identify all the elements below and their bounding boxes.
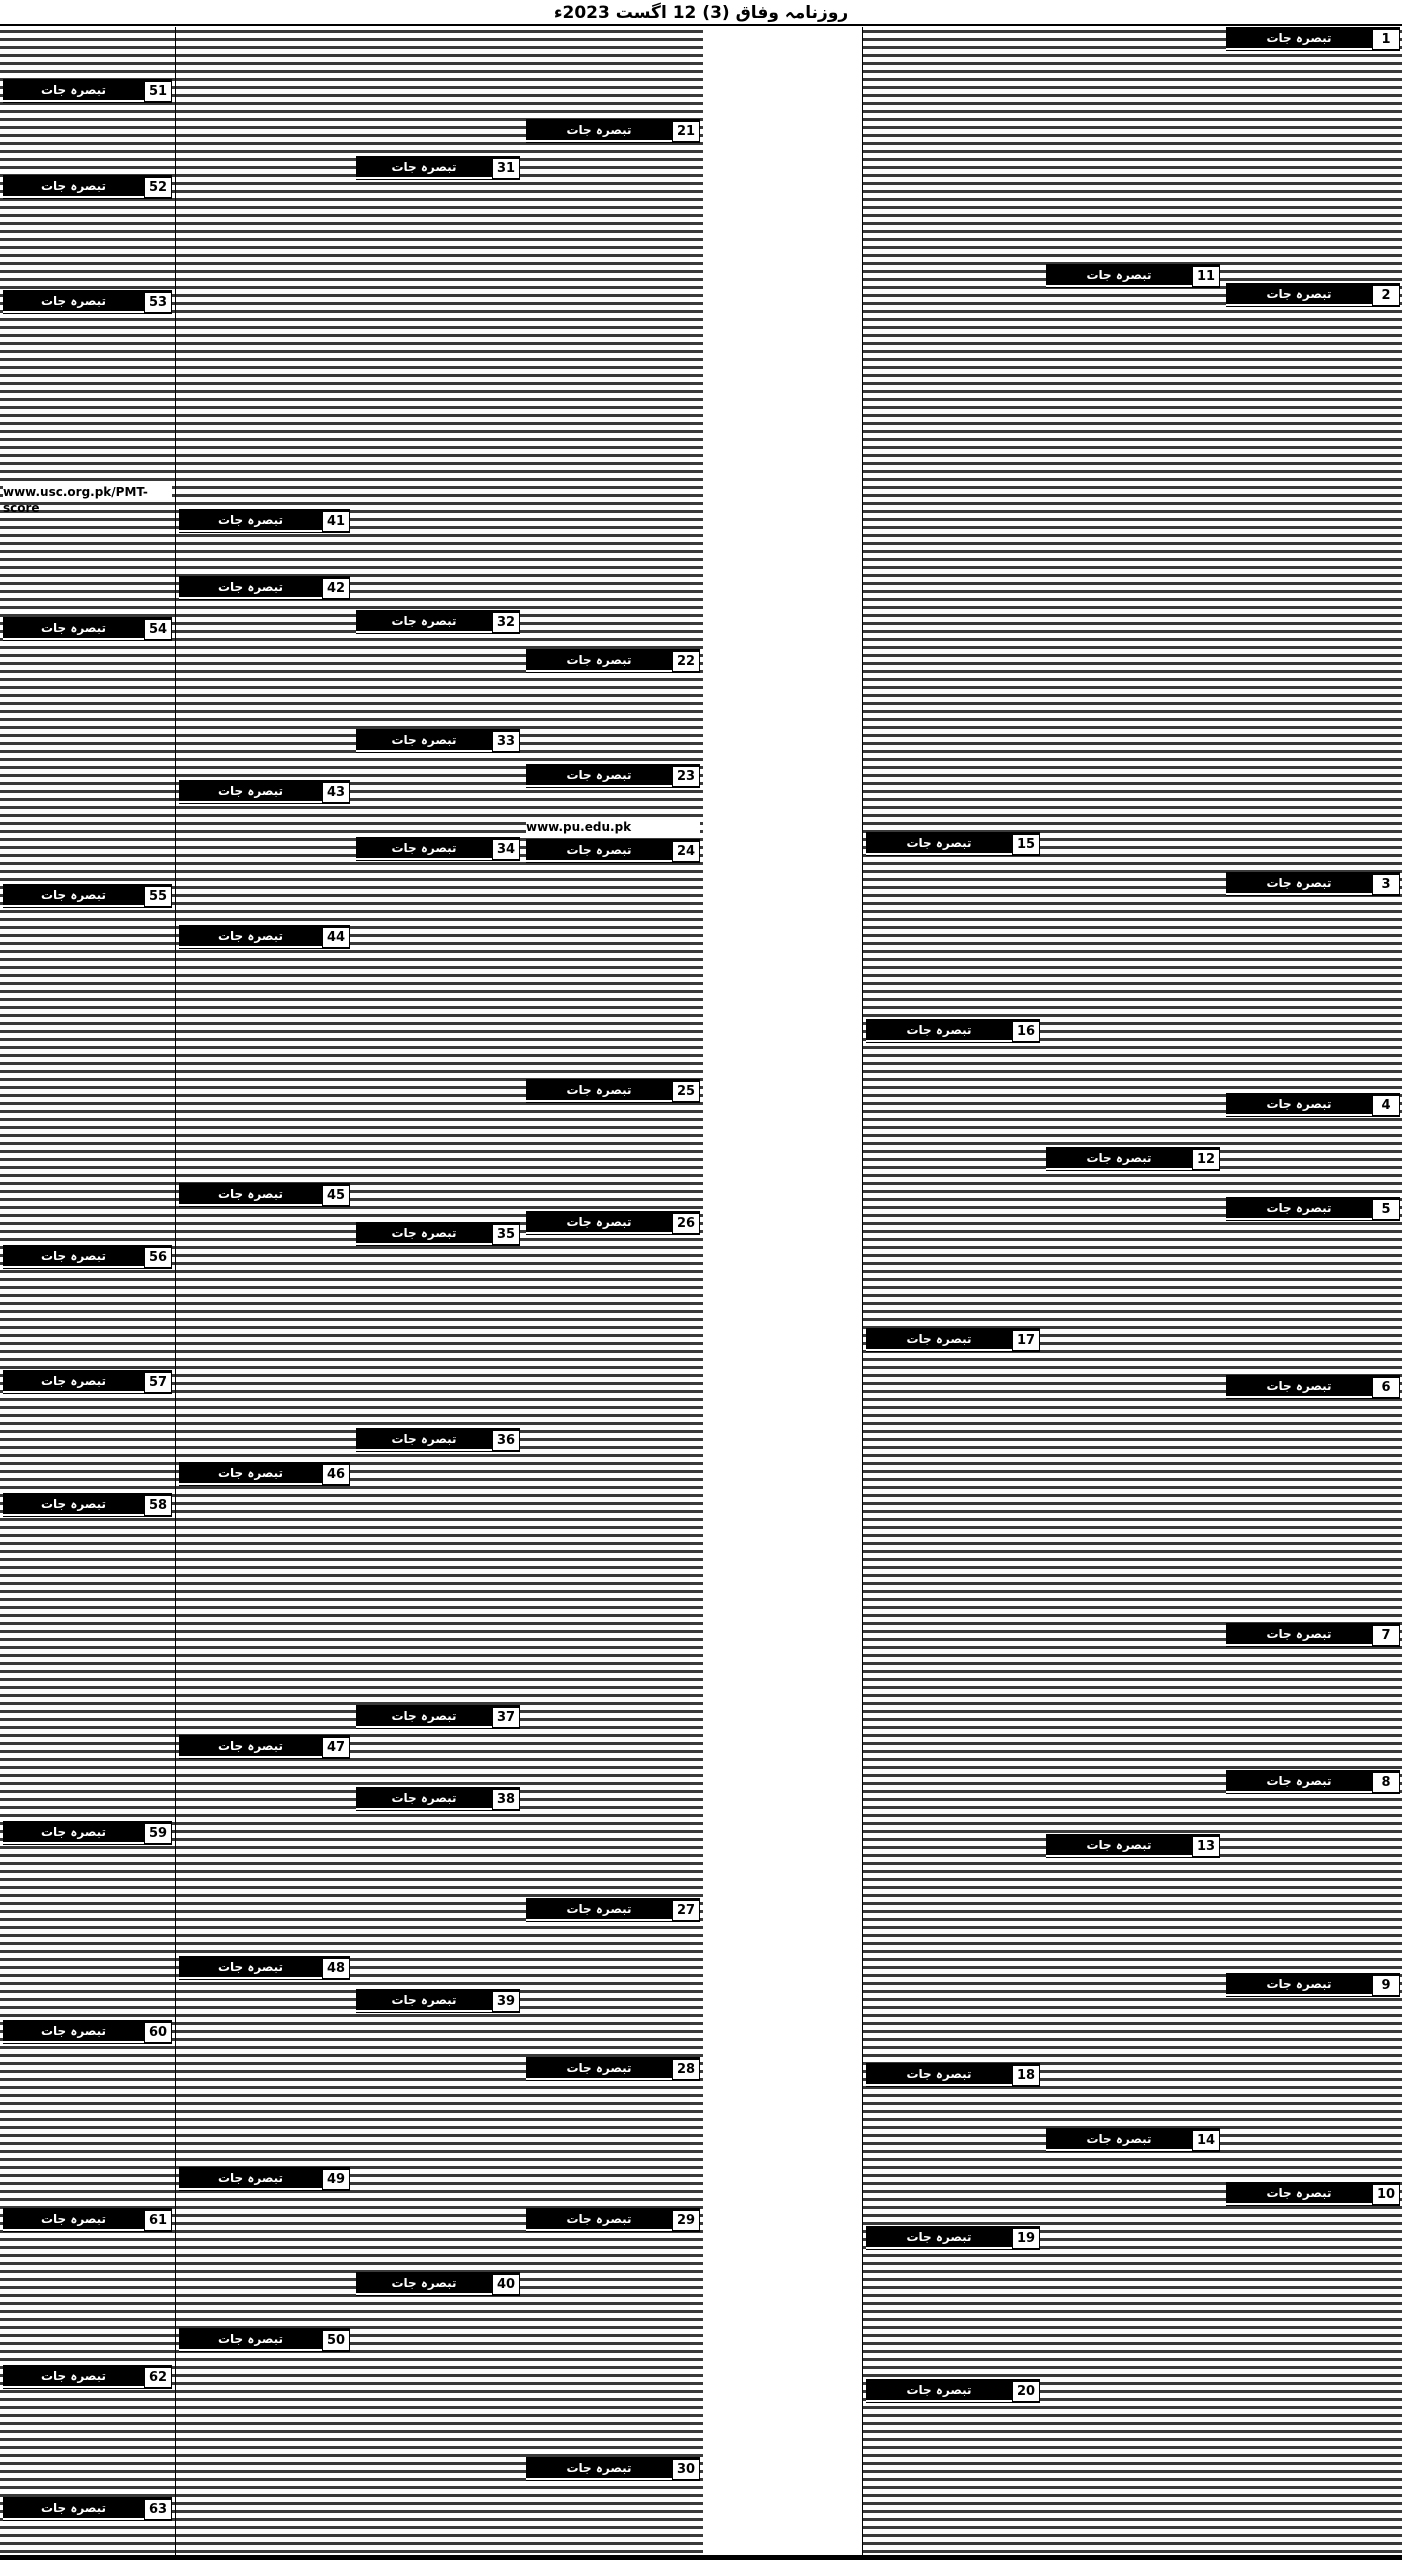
column-header-label: تبصرہ جات (1226, 1975, 1372, 1994)
column-header (3, 1245, 172, 1269)
column-header (1046, 1147, 1220, 1171)
item-number: 8 (1372, 1772, 1400, 1793)
column-header (356, 610, 520, 634)
column-header-label: تبصرہ جات (526, 1081, 672, 1100)
column-header-label: تبصرہ جات (179, 782, 322, 801)
newspaper-page (0, 27, 1402, 2555)
column-header-label: تبصرہ جات (3, 81, 144, 100)
item-number: 25 (672, 1081, 700, 1102)
column-header-label: تبصرہ جات (1226, 29, 1372, 48)
column-header-label: تبصرہ جات (3, 1247, 144, 1266)
item-number: 32 (492, 612, 520, 633)
column-header-label: تبصرہ جات (526, 766, 672, 785)
column-1 (1222, 27, 1402, 2555)
column-5 (352, 27, 523, 2555)
column-header (1226, 872, 1400, 896)
column-4 (522, 27, 703, 2555)
column-header (1226, 283, 1400, 307)
item-number: 40 (492, 2274, 520, 2295)
item-number: 16 (1012, 1021, 1040, 1042)
column-header (3, 884, 172, 908)
column-header-label: تبصرہ جات (866, 1021, 1012, 1040)
item-number: 46 (322, 1464, 350, 1485)
column-header-label: تبصرہ جات (1046, 1836, 1192, 1855)
column-header-label: تبصرہ جات (179, 927, 322, 946)
item-number: 54 (144, 619, 172, 640)
column-header-label: تبصرہ جات (3, 619, 144, 638)
column-header (526, 2057, 700, 2081)
column-header-label: تبصرہ جات (179, 1958, 322, 1977)
column-header (1046, 2128, 1220, 2152)
column-header (3, 290, 172, 314)
column-7 (0, 27, 175, 2555)
item-number: 63 (144, 2499, 172, 2520)
item-number: 24 (672, 841, 700, 862)
column-header-label: تبصرہ جات (866, 2381, 1012, 2400)
column-header (179, 2167, 350, 2191)
column-header (3, 79, 172, 103)
item-number: 50 (322, 2330, 350, 2351)
column-header (1226, 1375, 1400, 1399)
item-number: 4 (1372, 1095, 1400, 1116)
column-header-label: تبصرہ جات (356, 1224, 492, 1243)
column-header (1226, 1770, 1400, 1794)
column-header (1226, 1623, 1400, 1647)
item-number: 7 (1372, 1625, 1400, 1646)
item-number: 42 (322, 578, 350, 599)
column-header (3, 2020, 172, 2044)
column-header-label: تبصرہ جات (526, 2059, 672, 2078)
page-bottom-rule (0, 2555, 1402, 2560)
column-header (1226, 1197, 1400, 1221)
column-header (356, 2272, 520, 2296)
column-header-label: تبصرہ جات (356, 839, 492, 858)
column-header-label: تبصرہ جات (356, 1430, 492, 1449)
item-number: 36 (492, 1430, 520, 1451)
item-number: 62 (144, 2367, 172, 2388)
item-number: 12 (1192, 1149, 1220, 1170)
item-number: 13 (1192, 1836, 1220, 1857)
column-header (179, 780, 350, 804)
column-header-label: تبصرہ جات (356, 158, 492, 177)
column-header (1226, 1973, 1400, 1997)
column-header (3, 2497, 172, 2521)
item-number: 5 (1372, 1199, 1400, 1220)
column-header (179, 925, 350, 949)
column-header (1226, 27, 1400, 51)
item-number: 39 (492, 1991, 520, 2012)
column-header-label: تبصرہ جات (1226, 1772, 1372, 1791)
item-number: 35 (492, 1224, 520, 1245)
column-header (866, 1019, 1040, 1043)
column-header-label: تبصرہ جات (1226, 1625, 1372, 1644)
item-number: 11 (1192, 266, 1220, 287)
column-header-label: تبصرہ جات (1046, 266, 1192, 285)
column-header (1046, 1834, 1220, 1858)
item-number: 9 (1372, 1975, 1400, 1996)
column-header (356, 1705, 520, 1729)
column-header (3, 2365, 172, 2389)
column-header (3, 617, 172, 641)
column-header-label: تبصرہ جات (179, 1185, 322, 1204)
item-number: 53 (144, 292, 172, 313)
column-header-label: تبصرہ جات (866, 834, 1012, 853)
column-header (356, 1428, 520, 1452)
column-header (3, 1370, 172, 1394)
column-header-label: تبصرہ جات (526, 651, 672, 670)
item-number: 34 (492, 839, 520, 860)
column-header (866, 832, 1040, 856)
item-number: 49 (322, 2169, 350, 2190)
column-header (179, 1956, 350, 1980)
column-header-label: تبصرہ جات (3, 177, 144, 196)
column-header-label: تبصرہ جات (179, 578, 322, 597)
column-header-label: تبصرہ جات (1226, 1199, 1372, 1218)
column-header-label: تبصرہ جات (179, 2169, 322, 2188)
column-header (526, 119, 700, 143)
column-header (356, 1787, 520, 1811)
item-number: 37 (492, 1707, 520, 1728)
column-header-label: تبصرہ جات (356, 731, 492, 750)
column-header-label: تبصرہ جات (179, 2330, 322, 2349)
column-header-label: تبصرہ جات (3, 886, 144, 905)
column-header-label: تبصرہ جات (356, 1991, 492, 2010)
column-header (356, 837, 520, 861)
column-header (356, 156, 520, 180)
column-2 (1042, 27, 1223, 2555)
item-number: 61 (144, 2210, 172, 2231)
column-header-label: تبصرہ جات (866, 2065, 1012, 2084)
item-number: 58 (144, 1495, 172, 1516)
column-header (1226, 2182, 1400, 2206)
item-number: 31 (492, 158, 520, 179)
column-header (179, 2328, 350, 2352)
item-number: 20 (1012, 2381, 1040, 2402)
column-header-label: تبصرہ جات (3, 2367, 144, 2386)
column-header (179, 509, 350, 533)
item-number: 23 (672, 766, 700, 787)
column-header-label: تبصرہ جات (179, 511, 322, 530)
item-number: 10 (1372, 2184, 1400, 2205)
column-header (3, 2208, 172, 2232)
column-6 (175, 27, 353, 2555)
item-number: 17 (1012, 1330, 1040, 1351)
item-number: 52 (144, 177, 172, 198)
column-3 (862, 27, 1043, 2555)
column-header-label: تبصرہ جات (1226, 2184, 1372, 2203)
column-header-label: تبصرہ جات (356, 2274, 492, 2293)
item-number: 30 (672, 2459, 700, 2480)
column-header-label: تبصرہ جات (1046, 1149, 1192, 1168)
item-number: 33 (492, 731, 520, 752)
column-header-label: تبصرہ جات (3, 2210, 144, 2229)
column-header-label: تبصرہ جات (356, 1789, 492, 1808)
masthead-title: روزنامہ وفاق (3) 12 اگست 2023ء (553, 2, 849, 23)
column-header (179, 1462, 350, 1486)
item-number: 14 (1192, 2130, 1220, 2151)
column-header (526, 839, 700, 863)
column-header-label: تبصرہ جات (356, 1707, 492, 1726)
column-header (526, 1211, 700, 1235)
column-header-label: تبصرہ جات (356, 612, 492, 631)
column-header (356, 1222, 520, 1246)
column-header (3, 1493, 172, 1517)
item-number: 59 (144, 1823, 172, 1844)
column-header (356, 729, 520, 753)
item-number: 1 (1372, 29, 1400, 50)
item-number: 48 (322, 1958, 350, 1979)
item-number: 26 (672, 1213, 700, 1234)
item-number: 3 (1372, 874, 1400, 895)
column-header-label: تبصرہ جات (526, 2459, 672, 2478)
column-header-label: تبصرہ جات (526, 121, 672, 140)
column-header-label: تبصرہ جات (866, 1330, 1012, 1349)
item-number: 44 (322, 927, 350, 948)
column-header-label: تبصرہ جات (3, 2499, 144, 2518)
item-number: 6 (1372, 1377, 1400, 1398)
item-number: 29 (672, 2210, 700, 2231)
column-header (866, 2226, 1040, 2250)
column-header (526, 2208, 700, 2232)
item-number: 56 (144, 1247, 172, 1268)
column-header (1046, 264, 1220, 288)
column-header-label: تبصرہ جات (3, 1495, 144, 1514)
column-header (866, 1328, 1040, 1352)
item-number: 51 (144, 81, 172, 102)
item-number: 19 (1012, 2228, 1040, 2249)
column-header-label: تبصرہ جات (866, 2228, 1012, 2247)
column-header (526, 764, 700, 788)
column-header-label: تبصرہ جات (526, 1213, 672, 1232)
column-header (3, 1821, 172, 1845)
column-header-label: تبصرہ جات (179, 1737, 322, 1756)
item-number: 21 (672, 121, 700, 142)
column-header-label: تبصرہ جات (1226, 874, 1372, 893)
column-header (3, 175, 172, 199)
column-header-label: تبصرہ جات (3, 1372, 144, 1391)
column-header (526, 1898, 700, 1922)
item-number: 27 (672, 1900, 700, 1921)
column-header (179, 1735, 350, 1759)
column-header-label: تبصرہ جات (526, 2210, 672, 2229)
pu-website-url[interactable]: www.pu.edu.pk (526, 819, 700, 835)
column-header-label: تبصرہ جات (3, 2022, 144, 2041)
column-header (526, 649, 700, 673)
column-header-label: تبصرہ جات (1226, 1377, 1372, 1396)
pmt-score-url[interactable]: www.usc.org.pk/PMT-score (3, 484, 172, 500)
column-header-label: تبصرہ جات (1226, 285, 1372, 304)
item-number: 15 (1012, 834, 1040, 855)
item-number: 57 (144, 1372, 172, 1393)
column-header (866, 2063, 1040, 2087)
column-header (179, 576, 350, 600)
column-header-label: تبصرہ جات (1226, 1095, 1372, 1114)
item-number: 43 (322, 782, 350, 803)
column-header (356, 1989, 520, 2013)
item-number: 2 (1372, 285, 1400, 306)
column-header-label: تبصرہ جات (526, 841, 672, 860)
item-number: 28 (672, 2059, 700, 2080)
newspaper-masthead (0, 0, 1402, 26)
item-number: 47 (322, 1737, 350, 1758)
column-header (179, 1183, 350, 1207)
column-header-label: تبصرہ جات (526, 1900, 672, 1919)
column-header (526, 2457, 700, 2481)
column-header (526, 1079, 700, 1103)
column-header-label: تبصرہ جات (1046, 2130, 1192, 2149)
item-number: 38 (492, 1789, 520, 1810)
column-header (1226, 1093, 1400, 1117)
item-number: 55 (144, 886, 172, 907)
column-header-label: تبصرہ جات (3, 1823, 144, 1842)
item-number: 41 (322, 511, 350, 532)
item-number: 45 (322, 1185, 350, 1206)
item-number: 18 (1012, 2065, 1040, 2086)
item-number: 22 (672, 651, 700, 672)
column-header (866, 2379, 1040, 2403)
column-header-label: تبصرہ جات (3, 292, 144, 311)
column-header-label: تبصرہ جات (179, 1464, 322, 1483)
item-number: 60 (144, 2022, 172, 2043)
